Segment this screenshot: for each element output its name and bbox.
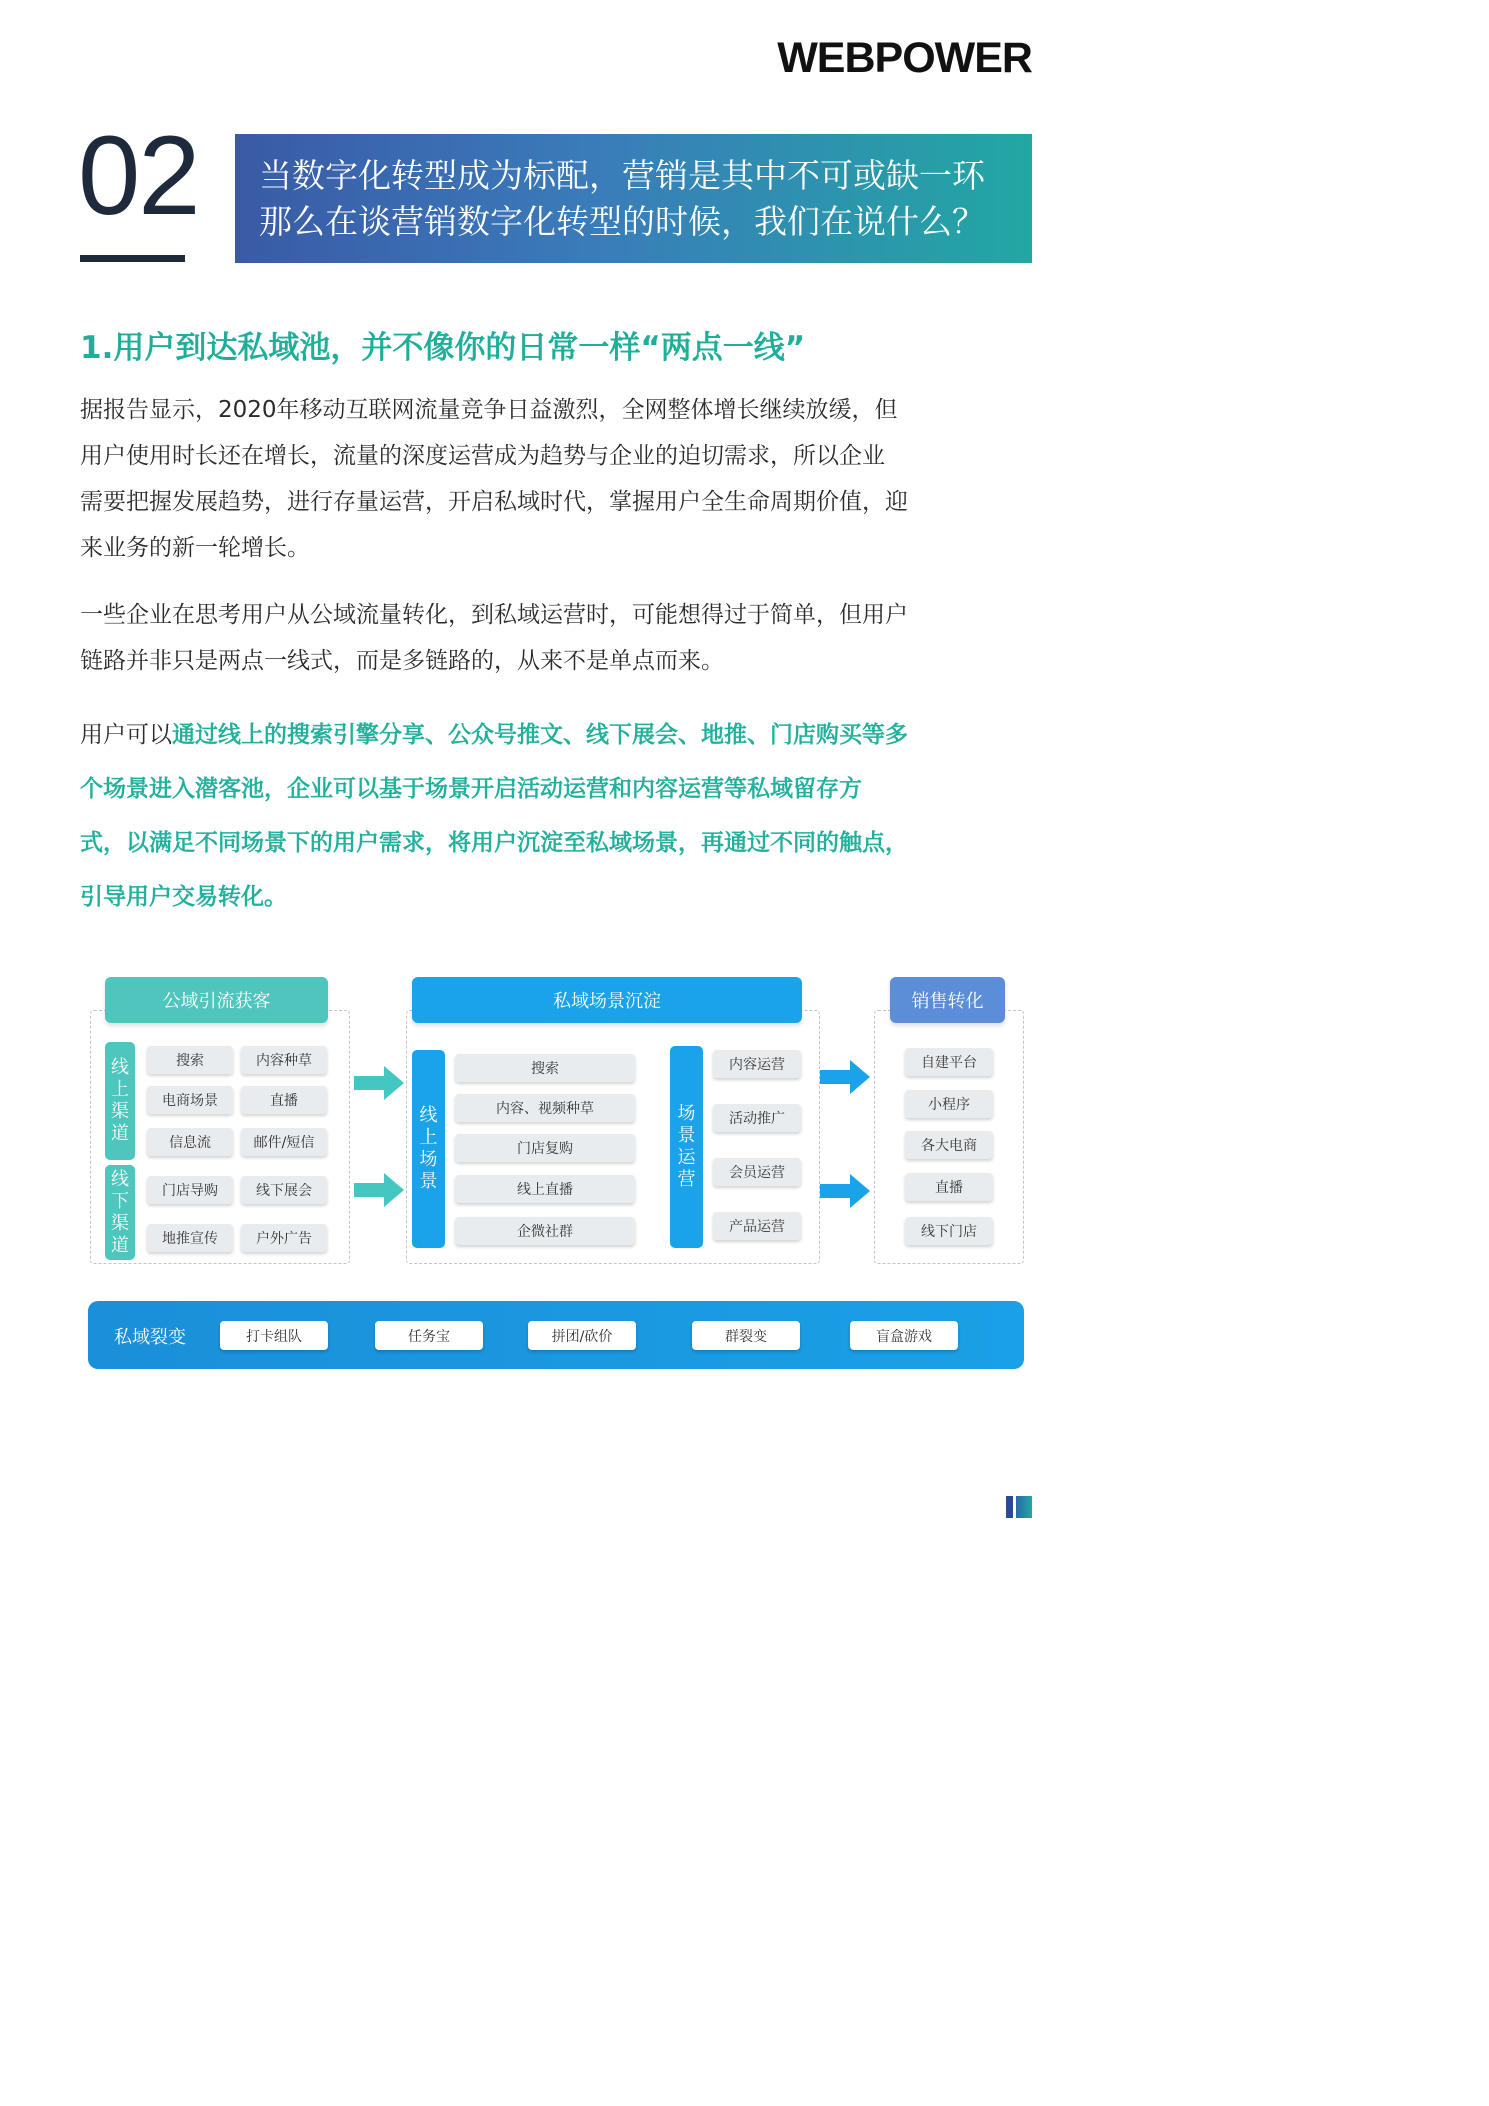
public-offline-item: 门店导购 xyxy=(147,1176,233,1204)
sales-channel-item: 各大电商 xyxy=(905,1131,993,1159)
sales-conversion-header: 销售转化 xyxy=(890,977,1005,1023)
sales-channel-item: 直播 xyxy=(905,1173,993,1201)
private-scene-item: 线上直播 xyxy=(455,1175,635,1203)
page-marker-bar xyxy=(1006,1496,1013,1518)
online-channel-text: 线上渠道 xyxy=(111,1057,129,1144)
sales-channel-item: 小程序 xyxy=(905,1090,993,1118)
public-online-item: 邮件/短信 xyxy=(241,1128,327,1156)
private-domain-header: 私域场景沉淀 xyxy=(412,977,802,1023)
private-fission-label: 私域裂变 xyxy=(114,1327,186,1348)
private-scene-item: 企微社群 xyxy=(455,1217,635,1245)
arrow-right-icon xyxy=(820,1172,872,1210)
arrow-right-icon xyxy=(820,1058,872,1096)
private-scene-item: 内容、视频种草 xyxy=(455,1094,635,1122)
fission-item: 群裂变 xyxy=(692,1321,800,1350)
paragraph-line: 用户使用时长还在增长，流量的深度运营成为趋势与企业的迫切需求，所以企业 xyxy=(80,443,885,469)
public-online-item: 内容种草 xyxy=(241,1046,327,1074)
scene-operation-item: 会员运营 xyxy=(713,1158,801,1186)
chapter-title-line2: 那么在谈营销数字化转型的时候，我们在说什么？ xyxy=(259,202,985,241)
paragraph-line xyxy=(80,708,1030,762)
highlight-line: 个场景进入潜客池，企业可以基于场景开启活动运营和内容运营等私域留存方 xyxy=(80,776,862,802)
scene-operation-text: 场景运营 xyxy=(677,1103,696,1190)
arrow-right-icon xyxy=(354,1171,406,1209)
paragraph-prefix: 用户可以 xyxy=(80,722,172,748)
sales-channel-item: 线下门店 xyxy=(905,1217,993,1245)
public-offline-item: 线下展会 xyxy=(241,1176,327,1204)
public-online-item: 电商场景 xyxy=(147,1086,233,1114)
scene-operation-label xyxy=(670,1046,703,1248)
paragraph-line: 据报告显示，2020年移动互联网流量竞争日益激烈，全网整体增长继续放缓，但 xyxy=(80,397,898,423)
online-scene-text: 线上场景 xyxy=(419,1105,438,1192)
offline-channel-label xyxy=(105,1165,135,1260)
public-online-item: 信息流 xyxy=(147,1128,233,1156)
chapter-number: 02 xyxy=(78,113,199,238)
highlight-text: 通过线上的搜索引擎分享、公众号推文、线下展会、地推、门店购买等多 xyxy=(172,722,908,748)
online-channel-label xyxy=(105,1042,135,1160)
public-offline-item: 地推宣传 xyxy=(147,1224,233,1252)
section-title: 1.用户到达私域池，并不像你的日常一样“两点一线” xyxy=(80,330,806,366)
paragraph-line: 链路并非只是两点一线式，而是多链路的，从来不是单点而来。 xyxy=(80,648,724,674)
scene-operation-item: 活动推广 xyxy=(713,1104,801,1132)
private-scene-item: 搜索 xyxy=(455,1054,635,1082)
fission-item: 拼团/砍价 xyxy=(528,1321,636,1350)
brand-logo: WEBPOWER xyxy=(777,34,1032,82)
online-scene-label xyxy=(412,1050,445,1248)
paragraph-line: 需要把握发展趋势，进行存量运营，开启私域时代，掌握用户全生命周期价值，迎 xyxy=(80,489,908,515)
fission-item: 盲盒游戏 xyxy=(850,1321,958,1350)
highlight-line: 引导用户交易转化。 xyxy=(80,884,287,910)
paragraph-line: 一些企业在思考用户从公域流量转化，到私域运营时，可能想得过于简单，但用户 xyxy=(80,602,908,628)
paragraph-3 xyxy=(80,708,1030,924)
paragraph-line: 来业务的新一轮增长。 xyxy=(80,535,310,561)
paragraph-2 xyxy=(80,592,1030,684)
private-fission-bar xyxy=(88,1301,1024,1369)
private-scene-item: 门店复购 xyxy=(455,1134,635,1162)
fission-item: 打卡组队 xyxy=(220,1321,328,1350)
chapter-title-line1: 当数字化转型成为标配，营销是其中不可或缺一环 xyxy=(259,156,985,195)
scene-operation-item: 内容运营 xyxy=(713,1050,801,1078)
public-online-item: 搜索 xyxy=(147,1046,233,1074)
paragraph-1 xyxy=(80,387,1030,571)
public-online-item: 直播 xyxy=(241,1086,327,1114)
public-offline-item: 户外广告 xyxy=(241,1224,327,1252)
page-marker-bar xyxy=(1016,1496,1032,1518)
chapter-title-banner xyxy=(235,134,1032,263)
offline-channel-text: 线下渠道 xyxy=(111,1168,129,1256)
arrow-right-icon xyxy=(354,1064,406,1102)
public-domain-header: 公域引流获客 xyxy=(105,977,328,1023)
chapter-number-underline xyxy=(80,255,185,262)
highlight-line: 式，以满足不同场景下的用户需求，将用户沉淀至私域场景，再通过不同的触点， xyxy=(80,830,908,856)
fission-item: 任务宝 xyxy=(375,1321,483,1350)
scene-operation-item: 产品运营 xyxy=(713,1212,801,1240)
sales-channel-item: 自建平台 xyxy=(905,1048,993,1076)
